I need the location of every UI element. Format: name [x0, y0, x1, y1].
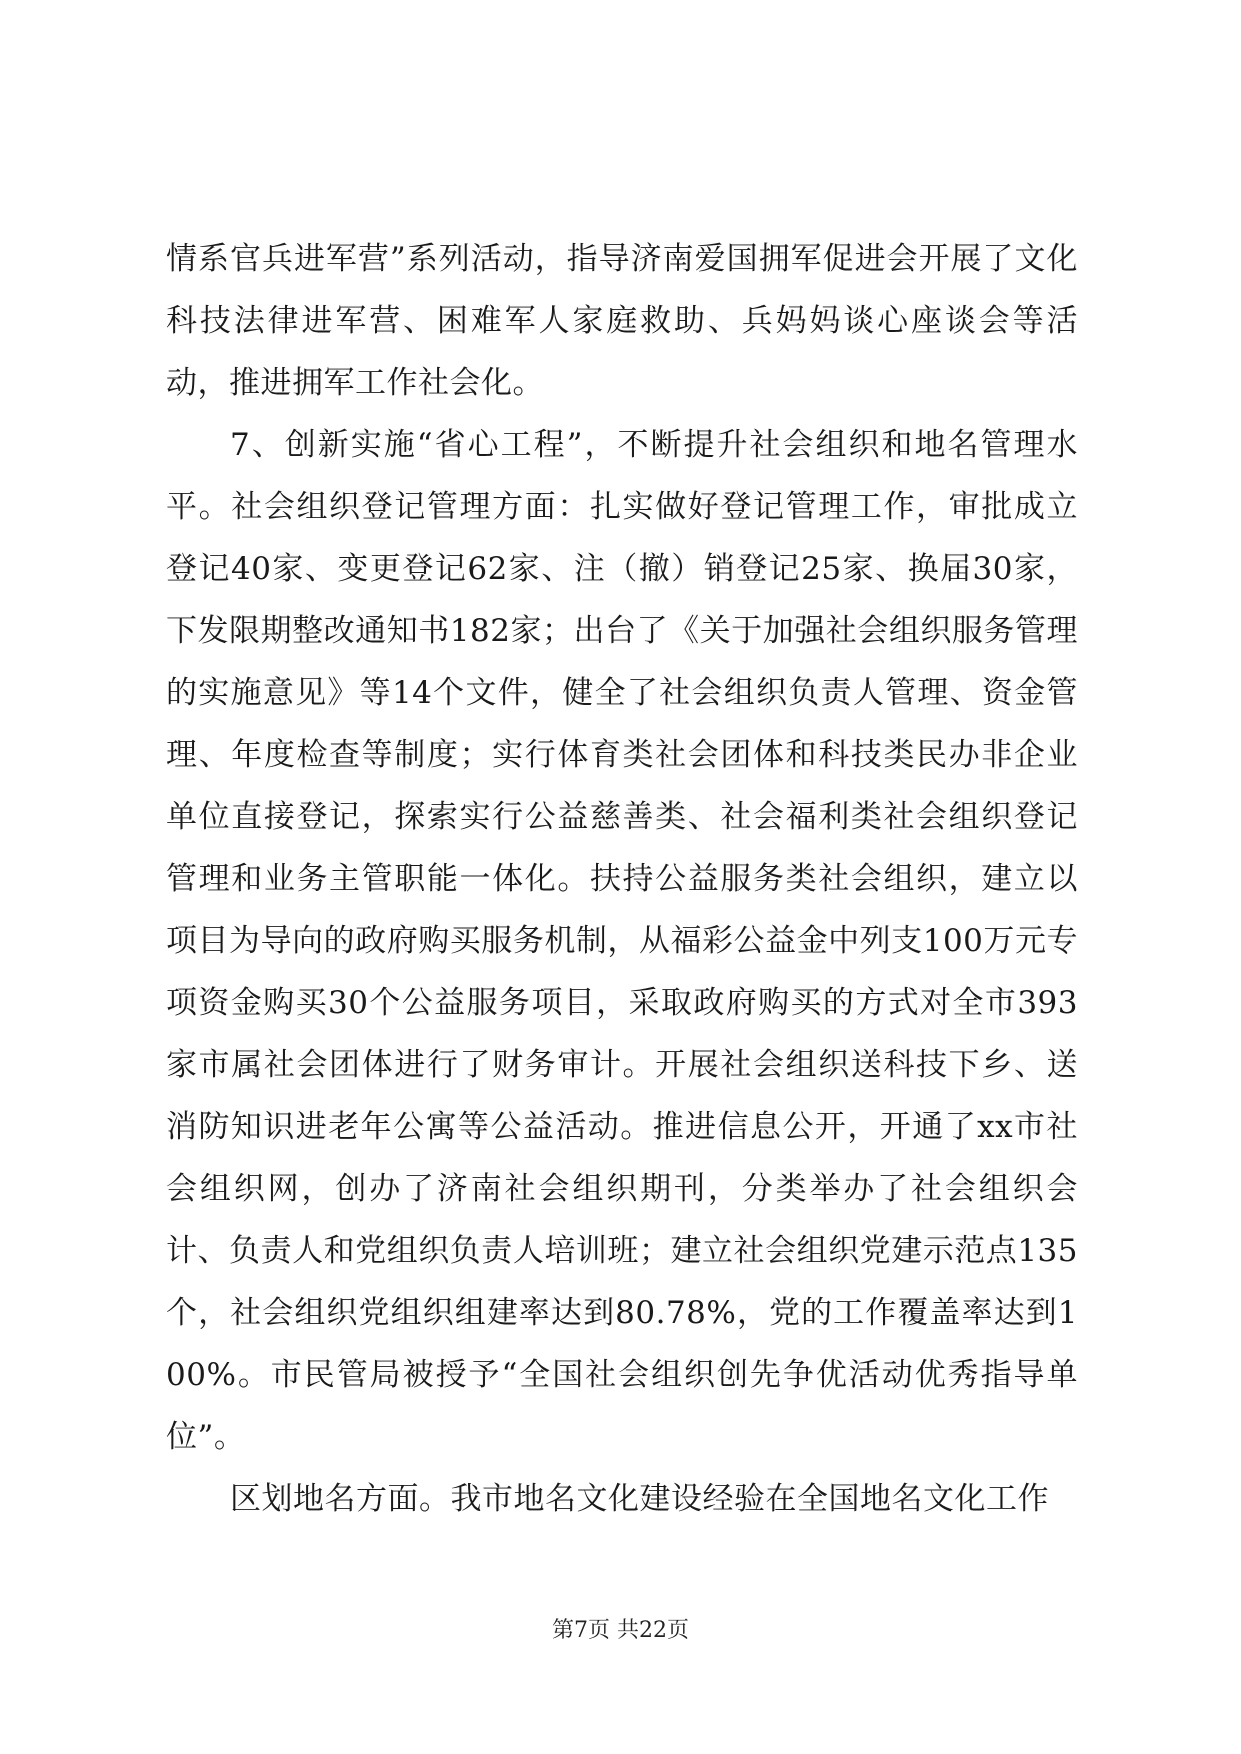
document-body [166, 228, 1078, 1530]
page-number-footer: 第7页 共22页 [552, 1618, 689, 1643]
paragraph-continuation: 情系官兵进军营”系列活动，指导济南爱国拥军促进会开展了文化科技法律进军营、困难军人家庭救助、兵妈妈谈心座谈会等活动，推进拥军工作社会化。 [166, 241, 1078, 401]
paragraph-item-7: 7、创新实施“省心工程”，不断提升社会组织和地名管理水平。社会组织登记管理方面：扎实做好登记管理工作，审批成立登记40家、变更登记62家、注（撤）销登记25家、换届30家，下发限期整改通知书182家；出台了《关于加强社会组织服务管理的实施意见》等14个文件，健全了社会组织负责人管理、资金管理、年度检查等制度；实行体育类社会团体和科技类民办非企业单位直接登记，探索实行公益慈善类、社会福利类社会组织登记管理和业务主管职能一体化。扶持公益服务类社会组织，建立以项目为导向的政府购买服务机制，从福彩公益金中列支100万元专项资金购买30个公益服务项目，采取政府购买的方式对全市393家市属社会团体进行了财务审计。开展社会组织送科技下乡、送消防知识进老年公寓等公益活动。推进信息公开，开通了xx市社会组织网，创办了济南社会组织期刊，分类举办了社会组织会计、负责人和党组织负责人培训班；建立社会组织党建示范点135个，社会组织党组织组建率达到80.78%，党的工作覆盖率达到100%。市民管局被授予“全国社会组织创先争优活动优秀指导单位”。 [166, 427, 1078, 1455]
paragraph-place-names: 区划地名方面。我市地名文化建设经验在全国地名文化工作 [230, 1481, 1049, 1517]
